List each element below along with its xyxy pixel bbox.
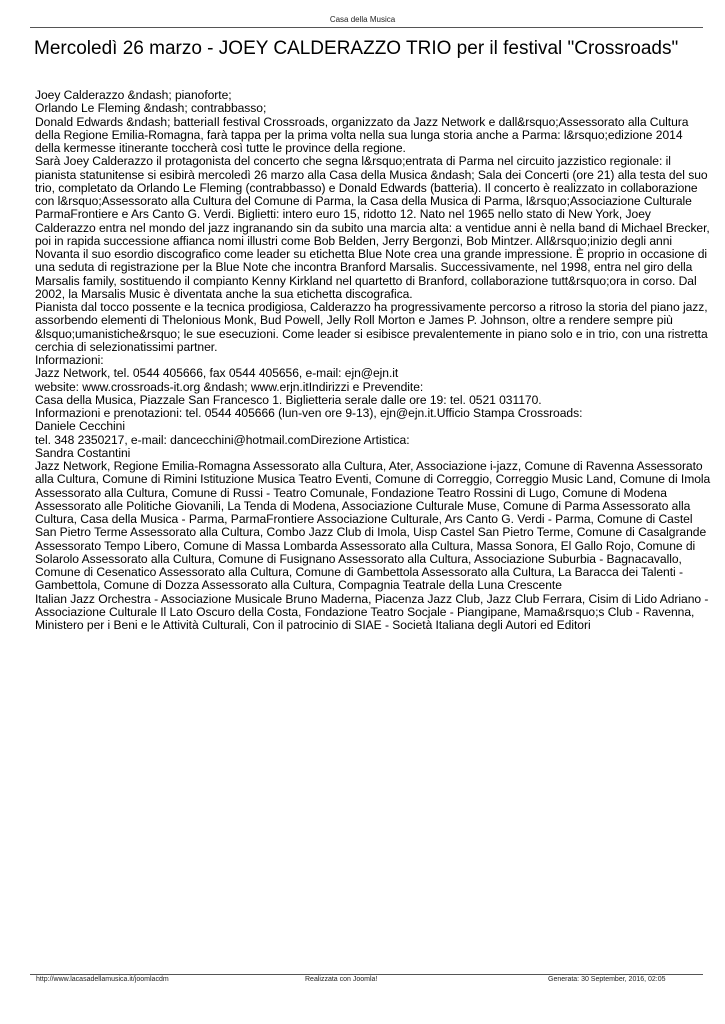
article-paragraph: Pianista dal tocco possente e la tecnica prodigiosa, Calderazzo ha progressivamente percorso a ritroso la storia del piano jazz, assorbendo elementi di Thelonious Monk, Bud Powell, Jelly Roll Morton e James P. Johnson, oltre a rendere sempre più &lsquo;umanistiche&rsquo; le sue esecuzioni. Come leader si esibisce prevalentemente in piano solo e in trio, con una ristretta cerchia di selezionatissimi partner.	[35, 300, 708, 354]
partners-paragraph: Italian Jazz Orchestra - Associazione Musicale Bruno Maderna, Piacenza Jazz Club, Jazz Club Ferrara, Cisim di Lido Adriano - Associazione Culturale Il Lato Oscuro della Costa, Fondazione Teatro Socjale - Piangipane, Mama&rsquo;s Club - Ravenna, Ministero per i Beni e le Attività Culturali, Con il patrocinio di SIAE - Società Italiana degli Autori ed Editori	[35, 591, 709, 632]
article-body	[35, 89, 711, 632]
footer-generated-date: Generata: 30 September, 2016, 02:05	[548, 976, 666, 983]
article-paragraph: Donald Edwards &ndash; batteriaIl festival Crossroads, organizzato da Jazz Network e dall&rsquo;Assessorato alla Cultura della Regione Emilia-Romagna, farà tappa per la prima volta nella sua lunga storia anche a Parma: l&rsquo;edizione 2014 della kermesse itinerante toccherà così tutte le province della regione.	[35, 114, 689, 155]
footer-url-link[interactable]: http://www.lacasadellamusica.it/joomlacdm	[36, 976, 169, 983]
info-line: Daniele Cecchini	[35, 419, 125, 434]
info-line: Jazz Network, tel. 0544 405666, fax 0544 405656, e-mail: ejn@ejn.it	[35, 366, 399, 381]
info-line: Casa della Musica, Piazzale San Francesco 1. Biglietteria serale dalle ore 19: tel. 0521 031170.	[35, 392, 542, 407]
info-heading: Informazioni:	[35, 353, 104, 367]
page-footer	[0, 976, 725, 988]
footer-divider	[30, 974, 703, 975]
page-title: Mercoledì 26 marzo - JOEY CALDERAZZO TRIO per il festival "Crossroads"	[34, 38, 679, 59]
info-line: Sandra Costantini	[35, 445, 131, 460]
info-line: website: www.crossroads-it.org &ndash; www.erjn.itIndirizzi e Prevendite:	[35, 379, 424, 394]
site-header: Casa della Musica	[329, 15, 396, 24]
info-line: Informazioni e prenotazioni: tel. 0544 405666 (lun-ven ore 9-13), ejn@ejn.it.Ufficio Stampa Crossroads:	[35, 406, 583, 420]
article-paragraph: Sarà Joey Calderazzo il protagonista del concerto che segna l&rsquo;entrata di Parma nel circuito jazzistico regionale: il pianista statunitense si esibirà mercoledì 26 marzo alla Casa della Musica &ndash; Sala dei Concerti (ore 21) alla testa del suo trio, completato da Orlando Le Fleming (contrabbasso) e Donald Edwards (batteria). Il concerto è realizzato in collaborazione con l&rsquo;Assessorato alla Cultura del Comune di Parma, la Casa della Musica di Parma, l&rsquo;Associazione Culturale ParmaFrontiere e Ars Canto G. Verdi. Biglietti: intero euro 15, ridotto 12. Nato nel 1965 nello stato di New York, Joey Calderazzo entra nel mondo del jazz ingranando sin da subito una marcia alta: a ventidue anni è nella band di Michael Brecker, poi in rapida successione affianca nomi illustri come Bob Belden, Jerry Bergonzi, Bob Mintzer. All&rsquo;inizio degli anni Novanta il suo esordio discografico come leader su etichetta Blue Note crea una grande impressione. È proprio in occasione di una seduta di registrazione per la Blue Note che incontra Branford Marsalis. Successivamente, nel 1998, entra nel giro della Marsalis family, sostituendo il compianto Kenny Kirkland nel quartetto di Branford, collaborazione tutt&rsquo;ora in corso. Dal 2002, la Marsalis Music è diventata anche la sua etichetta discografica.	[35, 154, 710, 301]
partners-paragraph: Jazz Network, Regione Emilia-Romagna Assessorato alla Cultura, Ater, Associazione i-jazz, Comune di Ravenna Assessorato alla Cultura, Comune di Rimini Istituzione Musica Teatro Eventi, Comune di Correggio, Correggio Music Land, Comune di Imola Assessorato alla Cultura, Comune di Russi - Teatro Comunale, Fondazione Teatro Rossini di Lugo, Comune di Modena Assessorato alle Politiche Giovanili, La Tenda di Modena, Associazione Culturale Muse, Comune di Parma Assessorato alla Cultura, Casa della Musica - Parma, ParmaFrontiere Associazione Culturale, Ars Canto G. Verdi - Parma, Comune di Castel San Pietro Terme Assessorato alla Cultura, Combo Jazz Club di Imola, Uisp Castel San Pietro Terme, Comune di Casalgrande Assessorato Tempo Libero, Comune di Massa Lombarda Assessorato alla Cultura, Massa Sonora, El Gallo Rojo, Comune di Solarolo Assessorato alla Cultura, Comune di Fusignano Assessorato alla Cultura, Associazione Suburbia - Bagnacavallo, Comune di Cesenatico Assessorato alla Cultura, Comune di Gambettola Assessorato alla Cultura, La Baracca dei Talenti - Gambettola, Comune di Dozza Assessorato alla Cultura, Compagnia Teatrale della Luna Crescente	[35, 459, 711, 593]
header-divider	[30, 27, 703, 28]
article-line: Joey Calderazzo &ndash; pianoforte;	[35, 88, 232, 102]
info-line: tel. 348 2350217, e-mail: dancecchini@hotmail.comDirezione Artistica:	[35, 432, 410, 447]
article-line: Orlando Le Fleming &ndash; contrabbasso;	[35, 101, 267, 116]
footer-powered-by: Realizzata con Joomla!	[305, 976, 378, 983]
